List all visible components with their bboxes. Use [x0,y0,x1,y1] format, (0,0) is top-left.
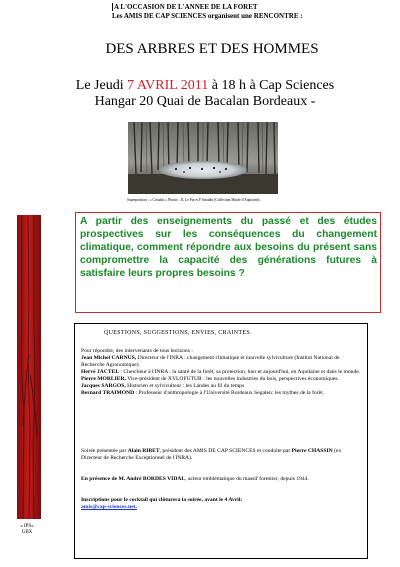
event-title: DES ARBRES ET DES HOMMES [105,41,319,57]
speakers-intro: Pour répondre, des intervenants de tous horizons : [81,348,193,354]
speaker-desc: Directeur de l'INRA : changement climatique et nouvelle sylviculture (Institut National de Recherche Agronomique). [81,355,340,368]
speaker-name: Jean Michel CARNUS, [81,355,137,361]
presented-prefix: Soirée présentée par [81,448,128,454]
presenter-name: Alain RIBET [127,448,160,454]
side-note-line1: « IPS» [20,524,34,529]
central-question: A partir des enseignements du passé et des études prospectives sur les conséquences du changement climatique, comment répondre aux besoins du présent sans compromettre la capacité des générations futures à satisfaire leurs propres besoins ? [80,216,377,279]
speaker-desc: : Professeur d'anthropologie à l'Université Bordeaux Segalen: les mythes de la forêt. [134,390,325,396]
header-occasion: A L'OCCASION DE L'ANNEE DE LA FORET [114,3,258,11]
presence-rest: , acteur emblématique du massif forestier, depuis 1944. [185,476,309,482]
registration-email-link[interactable]: amis@cap-sciences.net. [81,504,137,510]
speaker-name: Hervé JACTEL [81,369,120,375]
registration-text: Inscriptions pour le cocktail qui clôturera la soirée, avant le 4 Avril: [81,497,243,503]
header-organizers: Les AMIS DE CAP SCIENCES organisent une RENCONTRE : [112,12,303,20]
speaker-desc: : Chercheur à l'INRA : la santé de la forêt, sa protection, hier et aujourd'hui, en Aquitaine et dans le monde. [119,369,361,375]
conductor-name: Pierre CHASSIN [291,448,333,454]
speaker-item [81,355,361,369]
presented-mid: , président des AMIS DE CAP SCIENCES et conduite par [159,448,292,454]
event-date-line [20,77,390,94]
speaker-name: Jacques SARGOS, [81,383,126,389]
date-highlight: 7 AVRIL 2011 [127,78,209,93]
speakers-block [81,348,361,397]
speaker-item [81,383,361,390]
presence-paragraph [81,476,361,483]
forest-photo [128,122,278,194]
date-prefix: Le Jeudi [75,78,128,93]
registration-paragraph [81,497,361,511]
details-heading: QUESTIONS, SUGGESTIONS, ENVIES, CRAINTES. [104,330,252,336]
presenter-paragraph [81,448,361,462]
speaker-item [81,369,361,376]
side-note [15,524,39,536]
speaker-desc: Vice-président de XYLOFUTUR : les nouvelles industries du bois, perspectives économiques. [125,376,339,382]
presence-bold: En présence de M. André BORDES VIDAL [81,476,186,482]
side-note-line2: GBX [21,530,33,535]
date-suffix: à 18 h à Cap Sciences [208,78,335,93]
speaker-item [81,376,361,383]
speaker-name: Pierre MORLIER, [81,376,126,382]
speaker-name: Bernard TRAIMOND [81,390,135,396]
speaker-desc: Historien et sylviculteur : les Landes au fil du temps [125,383,245,389]
header-occasion-block [112,3,332,21]
speaker-item [81,390,361,397]
event-venue: Hangar 20 Quai de Bacalan Bordeaux - [94,94,316,109]
red-artwork-strip [17,215,41,519]
presented-suffix: (ex Directeur de Recherche Exceptionnel de l'INRA). [81,448,342,461]
photo-caption: Superposition : « Coraalis » Photos : JL Le Fur et F.Amadin (Collection Musée d'Aquitaine). [127,198,261,202]
